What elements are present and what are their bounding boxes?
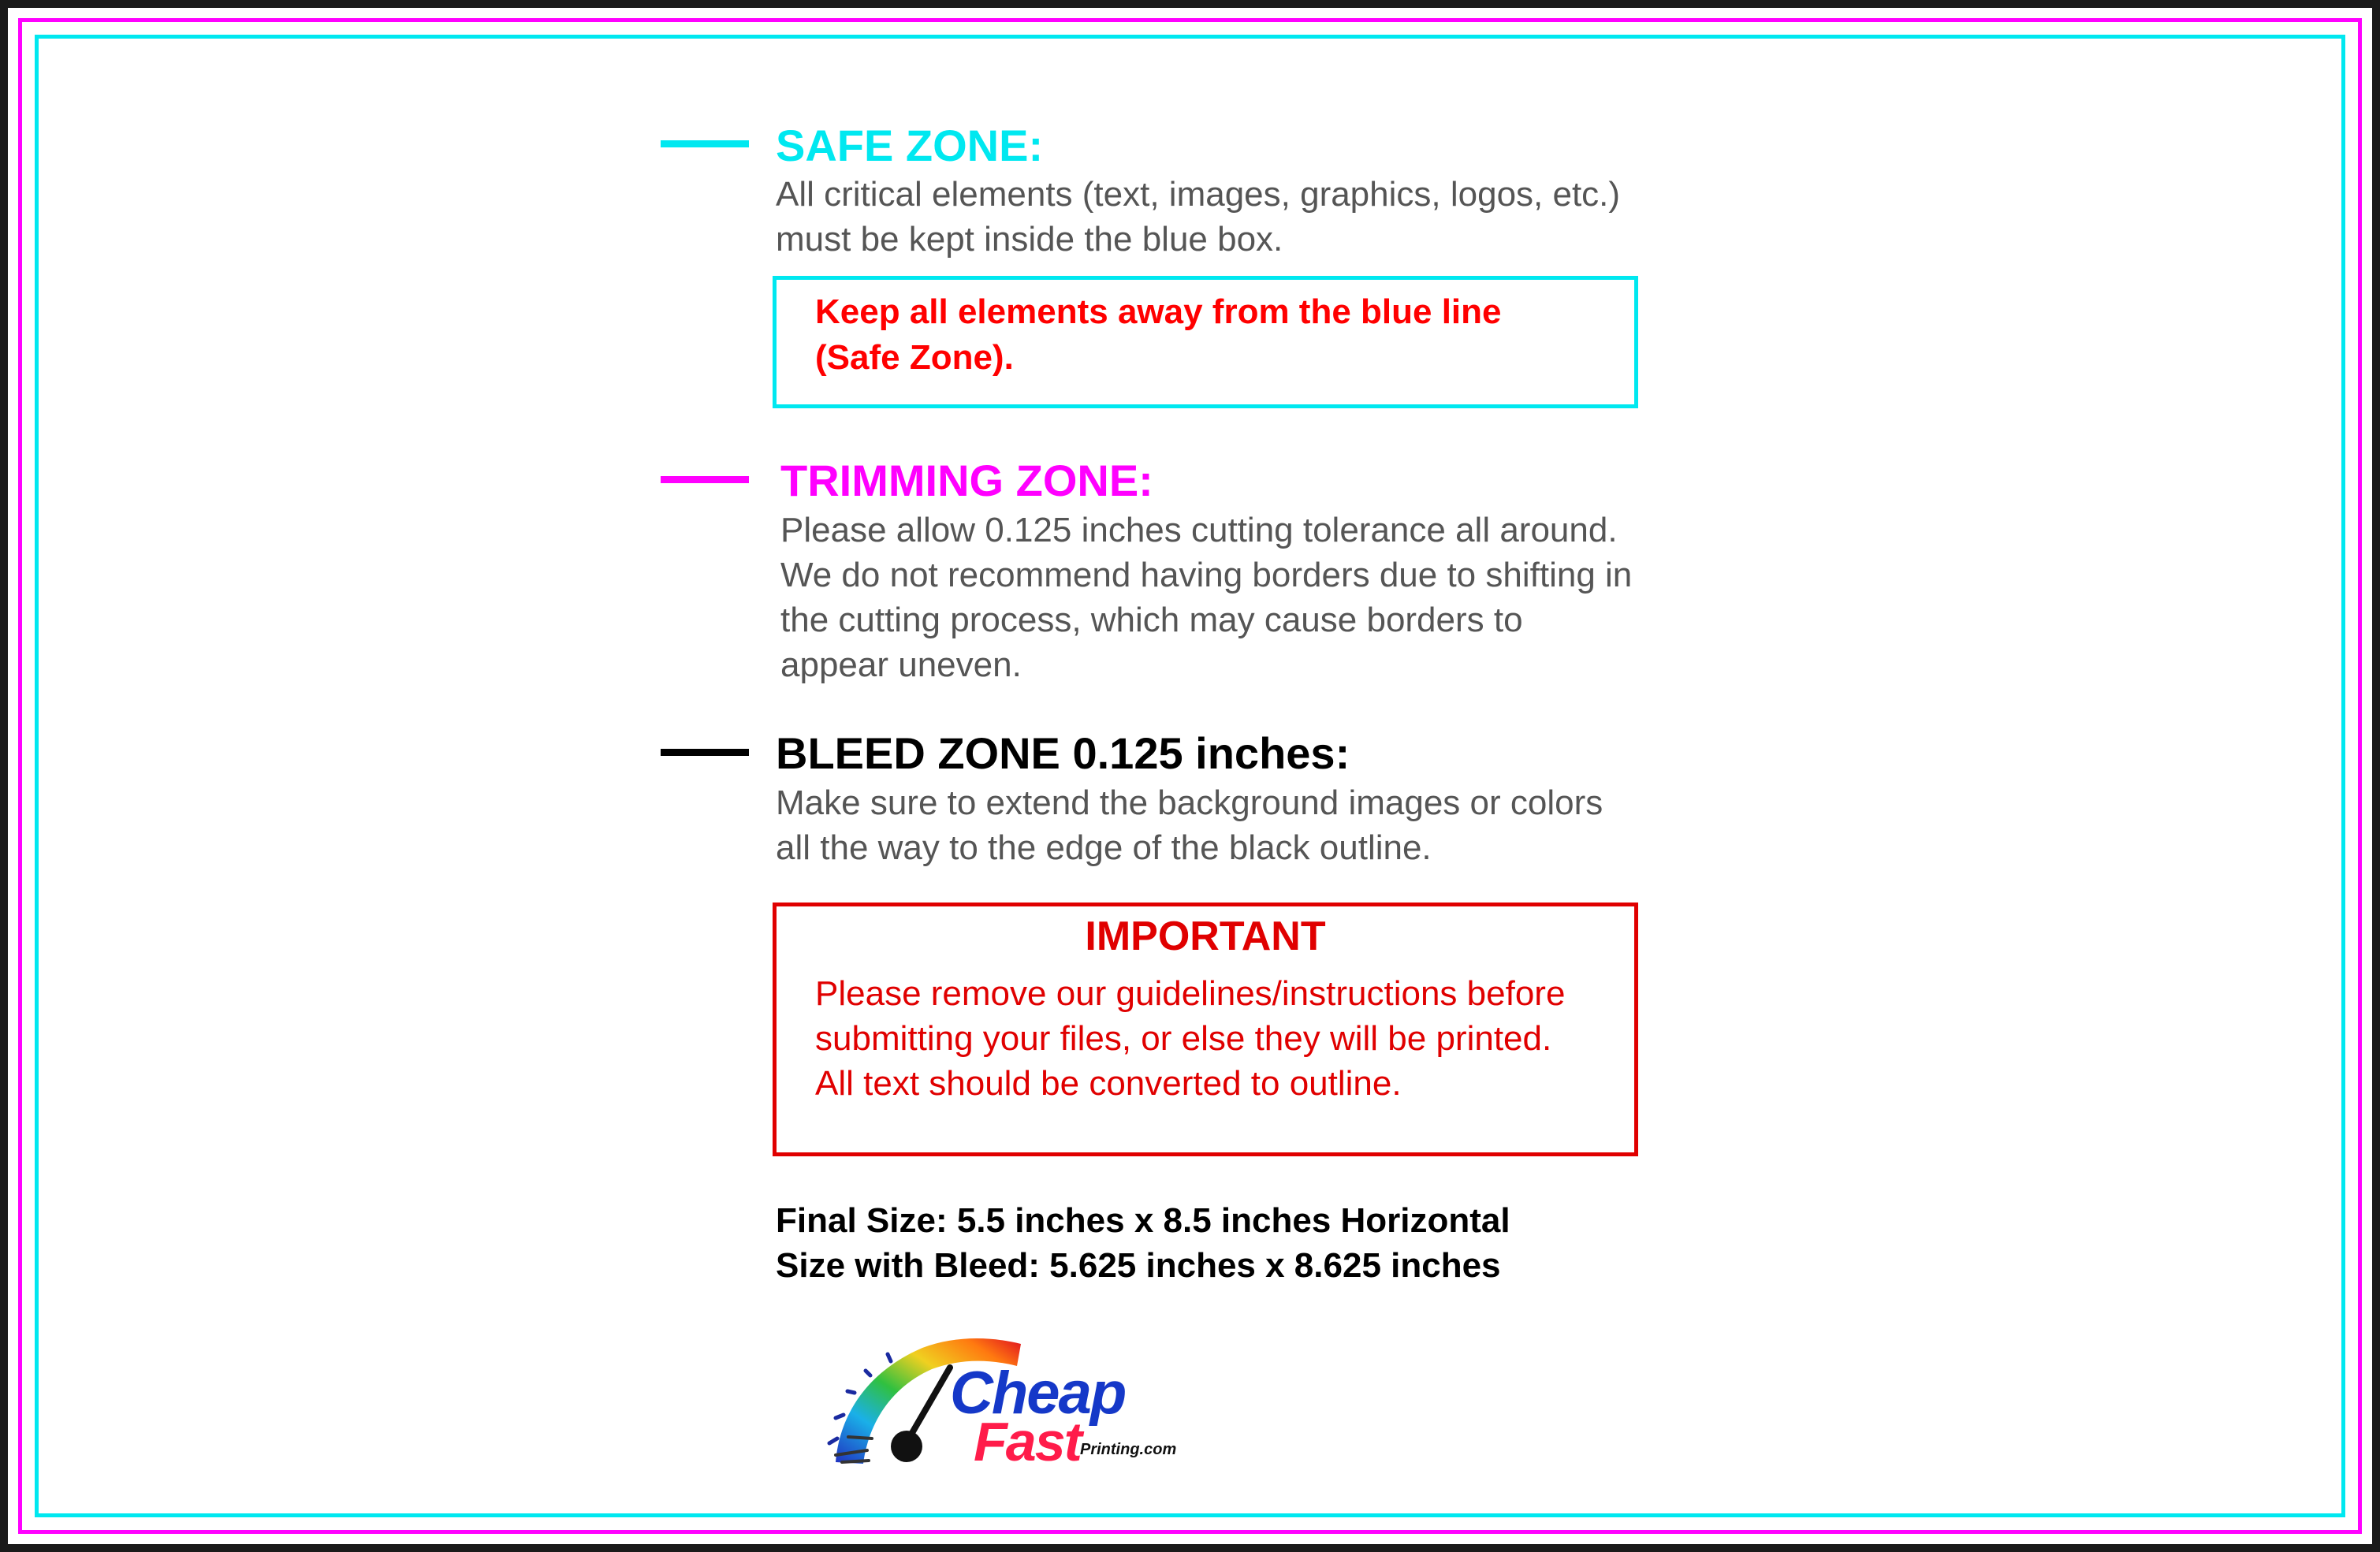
safe-zone-description: All critical elements (text, images, graphics, logos, etc.) must be kept inside the blue box. [776, 175, 1621, 259]
safe-zone-title: SAFE ZONE: [776, 121, 1044, 170]
trimming-zone-description: Please allow 0.125 inches cutting tolerance all around. We do not recommend having borders due to shifting in the cutting process, which may cause borders to appear uneven. [780, 511, 1633, 684]
logo-word-cheap: Cheap [950, 1360, 1126, 1427]
bleed-size-text: Size with Bleed: 5.625 inches x 8.625 inches [776, 1246, 1501, 1285]
bleed-zone-title: BLEED ZONE 0.125 inches: [776, 728, 1350, 778]
trimming-zone-legend-swatch [661, 476, 749, 483]
bleed-zone-legend-swatch [661, 749, 749, 756]
logo-word-fast: Fast [974, 1411, 1081, 1472]
logo-word-printing: Printing.com [1080, 1441, 1177, 1458]
bleed-zone-description: Make sure to extend the background images or colors all the way to the edge of the black outline. [776, 783, 1603, 867]
safe-zone-callout-text: Keep all elements away from the blue line (Safe Zone). [815, 292, 1502, 377]
safe-zone-legend-swatch [661, 140, 749, 147]
final-size-text: Final Size: 5.5 inches x 8.5 inches Horizontal [776, 1201, 1510, 1240]
important-text: Please remove our guidelines/instructions before submitting your files, or else they will be printed. All text should be converted to outline. [815, 974, 1566, 1103]
trimming-zone-title: TRIMMING ZONE: [780, 456, 1153, 505]
important-title: IMPORTANT [1085, 914, 1326, 959]
